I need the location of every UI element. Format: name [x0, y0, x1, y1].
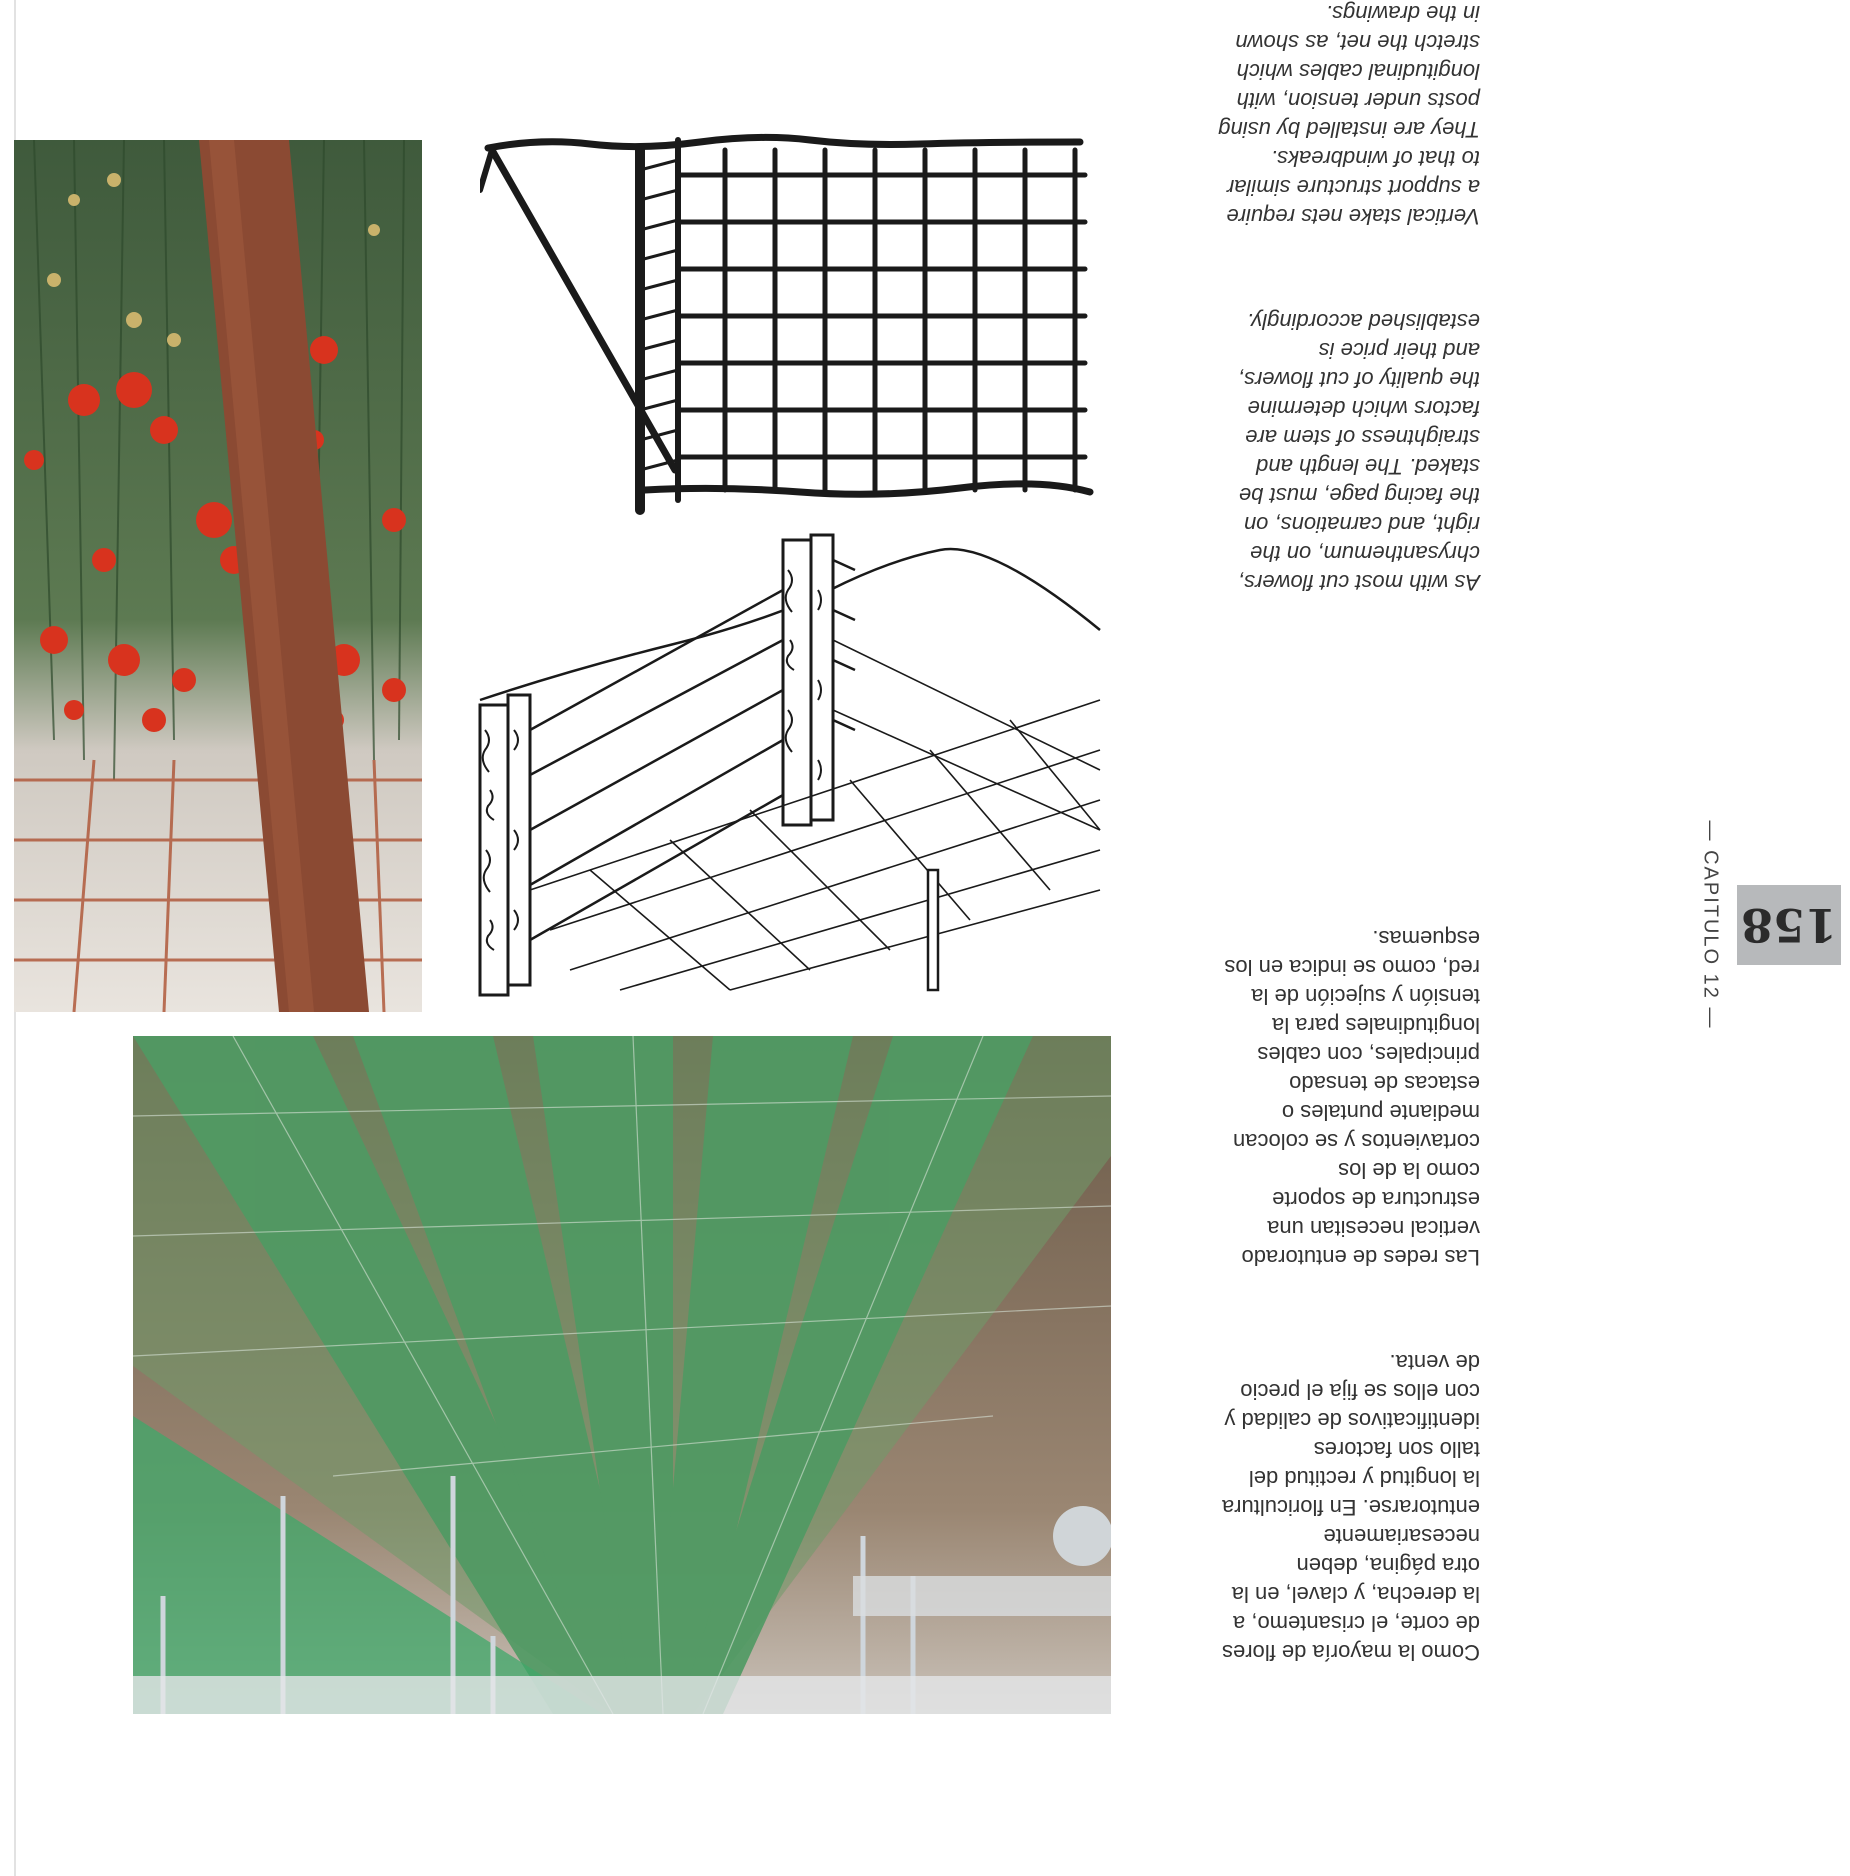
page-number: 158	[1740, 898, 1838, 952]
english-caption	[1160, 1, 1480, 655]
page-number-box	[1737, 885, 1841, 965]
english-paragraph: As with most cut flowers, chrysanthemum, on the right, and carnations, on the facing page, must be staked. The length and straightness of stem are factors which determine the quality of cut flowers, and their price is established accordingly.	[1237, 309, 1480, 595]
vertical-net-diagram	[480, 130, 1100, 520]
spanish-paragraph: Como la mayoría de flores de corte, el crisantemo, a la derecha, y clavel, en la otra página, deben necesariamente entutorarse. En floricultura la longitud y rectitud del tallo son factores identificativos de calidad y con ellos se fija el precio de venta.	[1221, 1350, 1480, 1665]
chrysanthemum-greenhouse-photo	[133, 1036, 1111, 1714]
horizontal-net-diagram	[470, 530, 1110, 1000]
spanish-paragraph: Las redes de entutorado vertical necesitan una estructura de soporte como la de los cortavientos y se colocan mediante puntales o estacas de tensado principales, con cables longitudinales para la tensión y sujeción de la red, como se indica en los esquemas.	[1224, 926, 1480, 1270]
spanish-caption	[1160, 926, 1480, 1725]
chapter-label-text: — CAPITULO 12 —	[1699, 820, 1722, 1030]
chapter-label	[1700, 815, 1720, 1035]
carnation-greenhouse-photo	[14, 140, 422, 1012]
english-paragraph: Vertical stake nets require a support structure similar to that of windbreaks. They are installed by using posts under tension, with longitudinal cables which stretch the net, as shown in the drawings.	[1218, 1, 1480, 229]
